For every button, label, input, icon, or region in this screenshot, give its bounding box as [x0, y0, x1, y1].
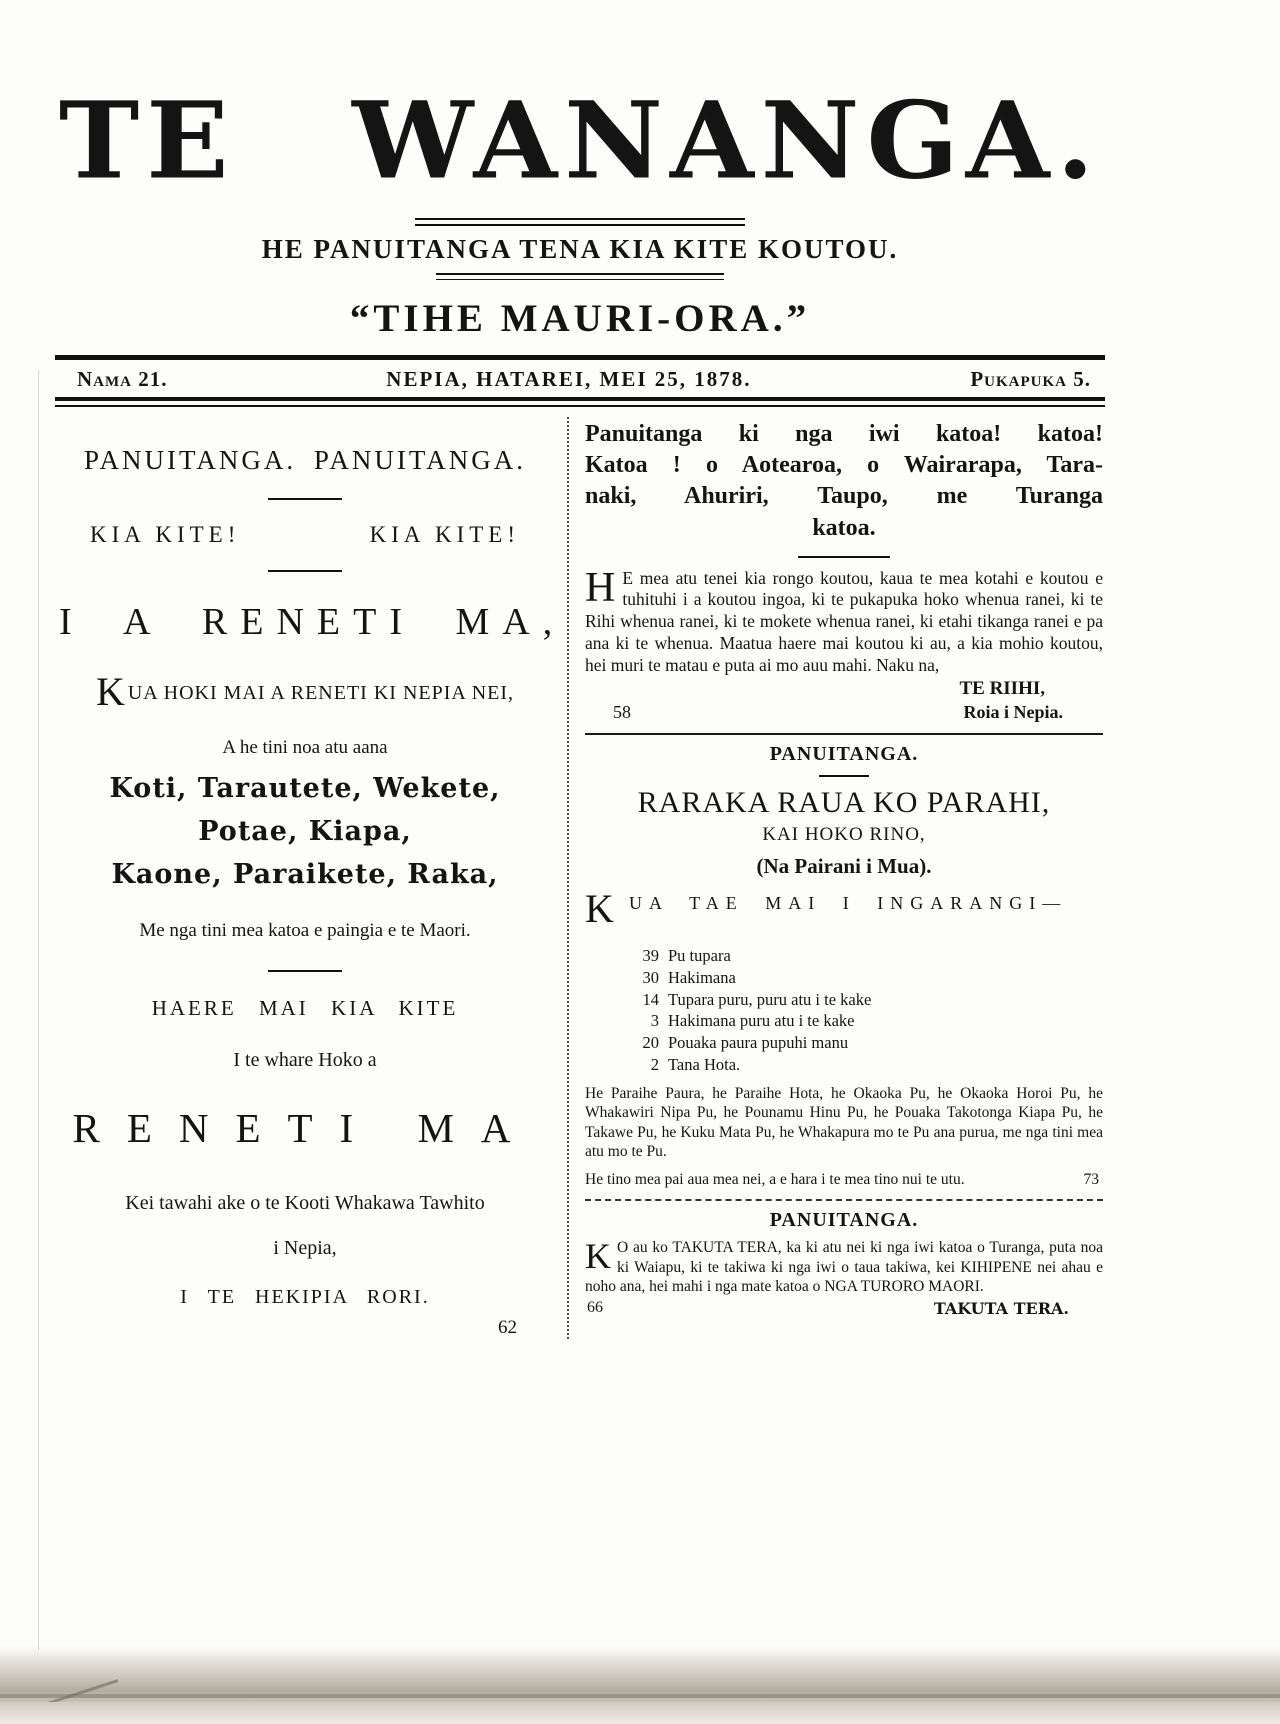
list-item: [631, 1032, 1103, 1054]
newspaper-title: TE WANANGA.: [58, 79, 1102, 203]
kia-kite-right: KIA KITE!: [369, 522, 520, 547]
advert-number: 73: [1083, 1170, 1099, 1188]
masthead-rule-mid: [436, 273, 724, 280]
newspaper-subtitle: HE PANUITANGA TENA KIA KITE KOUTOU.: [261, 234, 899, 264]
signature-role: Roia i Nepia.: [963, 702, 1063, 723]
list-item: [631, 945, 1103, 967]
section-rule-dashed: [585, 1199, 1103, 1201]
advert-number: 58: [613, 702, 631, 723]
masthead-rule-top: [415, 218, 745, 226]
goods-line-2: Potae, Kiapa,: [198, 816, 412, 847]
divider: [819, 775, 869, 777]
address-line-3: I TE HEKIPIA RORI.: [180, 1286, 430, 1308]
notice-body: He Paraihe Paura, he Paraihe Hota, he Okaoka Pu, he Okaoka Horoi Pu, he Whakawiri Nipa Pu, he Pounamu Hinu Pu, he Pouaka Takotonga Kiapa Pu, he Takawe Pu, he Kuku Mata Pu, he Whakapura mo te Pu ana purua, me nga tini mea atu mo te Pu.: [585, 1084, 1103, 1161]
notice-heading-line: Panuitanga ki nga iwi katoa! katoa!: [585, 421, 1103, 447]
item-qty: 30: [642, 967, 659, 987]
item-text: Tana Hota.: [668, 1055, 741, 1075]
a-he-tini-line: A he tini noa atu aana: [222, 737, 388, 758]
arrival-line: [585, 886, 1103, 935]
divider: [798, 556, 890, 558]
drop-cap: K: [95, 669, 126, 714]
goods-line-1: Koti, Tarautete, Wekete,: [109, 773, 501, 804]
divider: [268, 970, 342, 972]
list-item: [631, 967, 1103, 989]
item-qty: 2: [650, 1055, 659, 1075]
item-text: Pu tupara: [668, 946, 731, 966]
reference-row: [585, 1297, 1103, 1318]
closing-text: He tino mea pai aua mea nei, a e hara i te mea tino nui te utu.: [585, 1170, 965, 1188]
newspaper-page: [55, 0, 1105, 1339]
notice-takuta: [585, 1209, 1103, 1318]
goods-line-3: Kaone, Paraikete, Raka,: [111, 859, 499, 890]
reference-row: [585, 700, 1103, 723]
notice-raraka: [585, 743, 1103, 1189]
drop-cap: H: [585, 564, 616, 611]
panuitanga-label: PANUITANGA.: [769, 1209, 919, 1232]
right-column: [569, 417, 1105, 1339]
kua-hoki-text: UA HOKI MAI A RENETI KI NEPIA NEI,: [127, 682, 515, 704]
item-text: Tupara puru, puru atu i te kake: [668, 989, 872, 1009]
section-rule: [585, 733, 1103, 735]
advert-number: 62: [498, 1317, 517, 1338]
notice-body: [585, 1238, 1103, 1297]
haere-mai-line: HAERE MAI KIA KITE: [151, 996, 459, 1020]
advert-number: 66: [587, 1298, 603, 1316]
scan-artifact-bottom-edge: [0, 1702, 1280, 1724]
kia-kite-left: KIA KITE!: [90, 522, 241, 547]
item-text: Hakimana: [668, 967, 736, 987]
notice-body-text: O au ko TAKUTA TERA, ka ki atu nei ki nga iwi katoa o Turanga, puta noa ki Waiapu, ki te takiwa ki nga iwi o taua takiwa, kei KIHIPENE nei ahau e noho ana, hei mahi i nga mate katoa o NGA TURORO MAORI.: [585, 1239, 1103, 1296]
arrival-text: UA TAE MAI I INGARANGI—: [629, 893, 1068, 914]
divider: [268, 498, 342, 500]
reneti-ma-heading: I A RENETI MA,: [59, 601, 566, 643]
divider: [268, 570, 342, 572]
shop-attribution: (Na Pairani i Mua).: [756, 854, 932, 879]
item-qty: 3: [650, 1011, 659, 1031]
issue-number: Nama 21.: [77, 367, 168, 391]
notice-body-text: E mea atu tenei kia rongo koutou, kaua te mea kotahi e koutou e tuhituhi i a koutou ingoa, ki te pukapuka hoko whenua ranei, ki te Rihi whenua ranei, ki te mokete whenua ranei, ki etahi tikanga ranei e pa ana ki te whenua. Maatua haere mai koutou ki au, a kia mohio koutou, hei muri te matau e puta ai mo auu mahi. Naku na,: [585, 567, 1103, 675]
scan-artifact-left-line: [38, 370, 39, 1650]
shop-title: RARAKA RAUA KO PARAHI,: [637, 786, 1051, 820]
panuitanga-label: PANUITANGA.: [769, 743, 919, 766]
kia-kite-row: [90, 522, 520, 548]
reneti-ma-display: RENETI MA: [72, 1105, 538, 1151]
list-item: [631, 989, 1103, 1011]
notice-heading-line: katoa.: [812, 514, 876, 541]
dateline: NEPIA, HATAREI, MEI 25, 1878.: [386, 367, 752, 391]
left-column: [55, 417, 567, 1339]
notice-riihi: [585, 419, 1103, 723]
notice-heading-line: Katoa ! o Aotearoa, o Wairarapa, Tara-: [585, 452, 1103, 479]
address-line-2: i Nepia,: [273, 1237, 337, 1259]
shop-subtitle: KAI HOKO RINO,: [762, 824, 926, 846]
item-text: Pouaka paura pupuhi manu: [668, 1033, 849, 1053]
notice-body-closing: [585, 1170, 1103, 1190]
dateline-rule: [55, 397, 1105, 407]
notice-body: [585, 564, 1103, 676]
volume-number: Pukapuka 5.: [970, 367, 1091, 391]
item-text: Hakimana puru atu i te kake: [668, 1011, 855, 1031]
item-qty: 14: [642, 989, 659, 1009]
left-heading: PANUITANGA. PANUITANGA.: [84, 445, 526, 475]
item-qty: 39: [642, 946, 659, 966]
address-line-1: Kei tawahi ake o te Kooti Whakawa Tawhito: [125, 1192, 485, 1214]
list-item: [631, 1010, 1103, 1032]
i-te-whare-line: I te whare Hoko a: [233, 1049, 377, 1071]
kua-hoki-line: [59, 669, 551, 714]
drop-cap: K: [585, 1236, 611, 1277]
drop-cap: K: [585, 886, 614, 932]
item-qty: 20: [642, 1033, 659, 1053]
signature: TE RIIHI,: [959, 678, 1045, 700]
notice-heading-line: naki, Ahuriri, Taupo, me Turanga: [585, 483, 1103, 510]
me-nga-line: Me nga tini mea katoa e paingia e te Maori.: [139, 920, 471, 941]
dateline-row: [55, 360, 1105, 397]
list-item: [631, 1054, 1103, 1076]
signature: TAKUTA TERA.: [933, 1298, 1069, 1318]
newspaper-motto: “TIHE MAURI-ORA.”: [349, 297, 811, 340]
goods-list: [585, 945, 1103, 1076]
columns: [55, 417, 1105, 1339]
scan-artifact-smudge: [0, 1694, 1280, 1698]
